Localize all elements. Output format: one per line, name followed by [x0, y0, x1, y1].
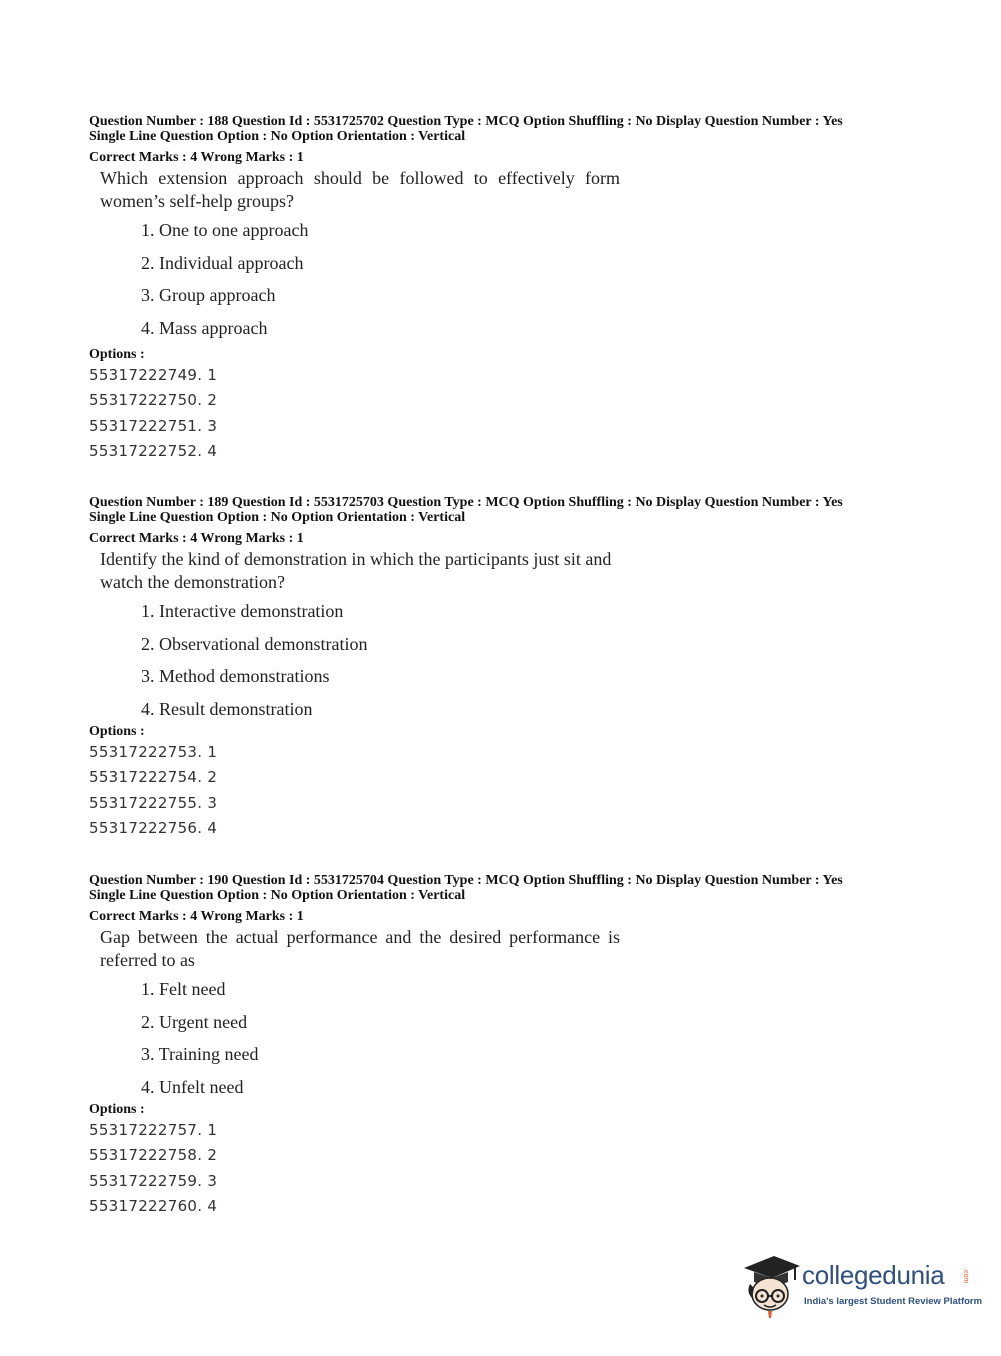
choice-item: 3. Method demonstrations [141, 666, 330, 686]
question-text [89, 926, 620, 949]
question-text-continued: referred to as [100, 950, 195, 970]
options-label: Options : [89, 1102, 145, 1117]
mascot-icon [740, 1248, 802, 1318]
question-text-continued: watch the demonstration? [100, 572, 285, 592]
option-id-list [89, 743, 909, 844]
choice-item: 1. Felt need [141, 979, 226, 999]
choice-item: 1. One to one approach [141, 220, 309, 240]
option-id-item: 55317222753. 1 [89, 743, 218, 761]
options-label: Options : [89, 724, 145, 739]
logo-wordmark: collegedunia [802, 1260, 945, 1290]
question-text-line1: Gap between the actual performance and the desired performance is [100, 927, 620, 947]
choice-item: 4. Result demonstration [141, 698, 313, 719]
question-marks: Correct Marks : 4 Wrong Marks : 1 [89, 531, 304, 546]
choice-item: 2. Urgent need [141, 1011, 248, 1032]
question-block-189 [89, 495, 909, 844]
choice-list [89, 978, 909, 1108]
question-block-188 [89, 114, 909, 467]
question-block-190 [89, 873, 909, 1222]
logo-tagline: India's largest Student Review Platform [804, 1296, 983, 1307]
option-id-item: 55317222759. 3 [89, 1171, 218, 1190]
question-meta-line2: Single Line Question Option : No Option Orientation : Vertical [89, 129, 466, 144]
option-id-item: 55317222749. 1 [89, 366, 218, 384]
question-text-continued: women’s self-help groups? [100, 191, 294, 211]
options-label: Options : [89, 347, 145, 362]
choice-item: 4. Unfelt need [141, 1076, 244, 1097]
question-marks: Correct Marks : 4 Wrong Marks : 1 [89, 909, 304, 924]
option-id-item: 55317222752. 4 [89, 441, 218, 460]
choice-item: 2. Individual approach [141, 252, 304, 273]
collegedunia-logo [740, 1248, 983, 1318]
option-id-list [89, 366, 909, 467]
question-meta-line1: Question Number : 190 Question Id : 5531725704 Question Type : MCQ Option Shuffling : No Display Question Number : Yes [89, 873, 843, 888]
option-id-item: 55317222755. 3 [89, 793, 218, 812]
option-id-item: 55317222757. 1 [89, 1121, 218, 1139]
question-marks: Correct Marks : 4 Wrong Marks : 1 [89, 150, 304, 165]
option-id-list [89, 1121, 909, 1222]
choice-item: 3. Training need [141, 1044, 259, 1064]
choice-item: 3. Group approach [141, 285, 276, 305]
question-meta-line1: Question Number : 189 Question Id : 5531725703 Question Type : MCQ Option Shuffling : No Display Question Number : Yes [89, 495, 843, 510]
question-meta-line2: Single Line Question Option : No Option Orientation : Vertical [89, 510, 466, 525]
option-id-item: 55317222754. 2 [89, 768, 218, 787]
question-meta-line2: Single Line Question Option : No Option Orientation : Vertical [89, 888, 466, 903]
choice-list [89, 600, 909, 730]
choice-list [89, 219, 909, 349]
option-id-item: 55317222760. 4 [89, 1196, 218, 1215]
choice-item: 1. Interactive demonstration [141, 601, 344, 621]
choice-item: 4. Mass approach [141, 317, 268, 338]
question-text-line1: Identify the kind of demonstration in which the participants just sit and [100, 549, 612, 569]
question-text-line1: Which extension approach should be followed to effectively form [100, 168, 620, 188]
option-id-item: 55317222751. 3 [89, 416, 218, 435]
choice-item: 2. Observational demonstration [141, 633, 368, 654]
option-id-item: 55317222750. 2 [89, 391, 218, 410]
question-text [89, 167, 620, 190]
logo-suffix: .com [962, 1268, 969, 1284]
question-meta-line1: Question Number : 188 Question Id : 5531725702 Question Type : MCQ Option Shuffling : No Display Question Number : Yes [89, 114, 843, 129]
question-text [89, 548, 620, 571]
option-id-item: 55317222758. 2 [89, 1146, 218, 1165]
option-id-item: 55317222756. 4 [89, 818, 218, 837]
